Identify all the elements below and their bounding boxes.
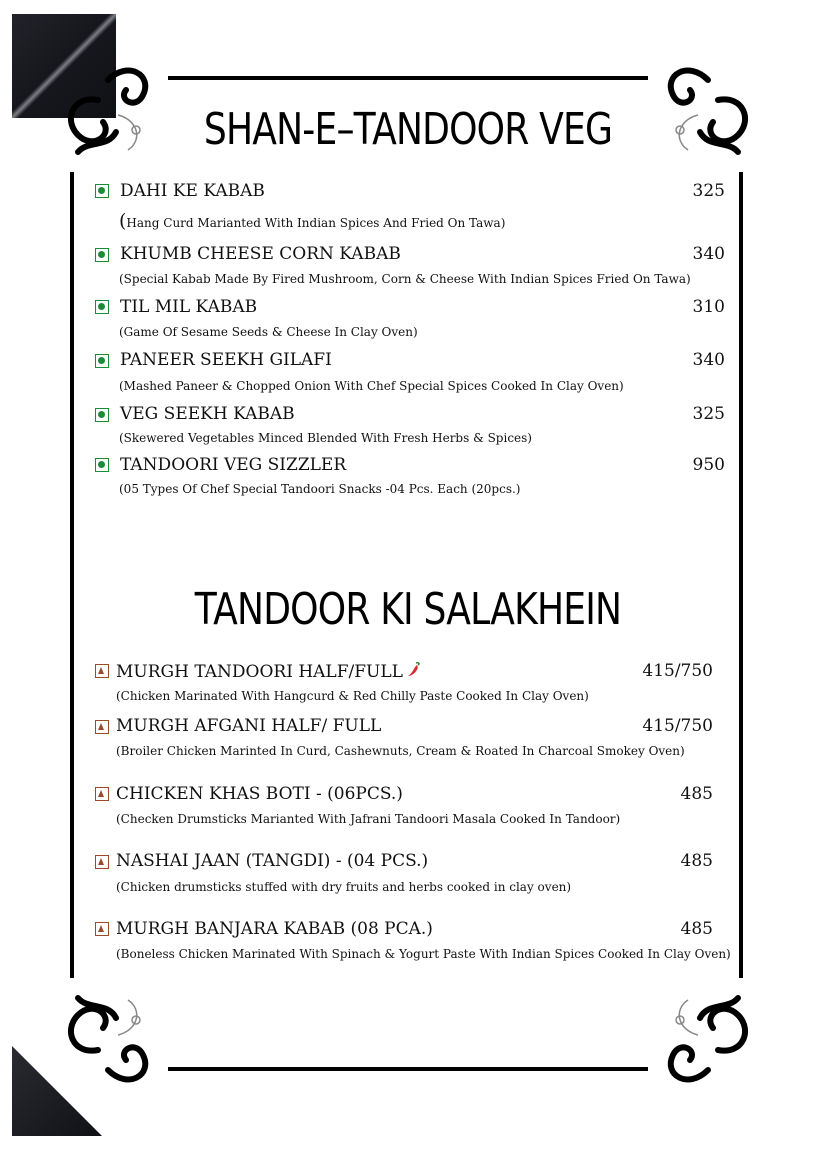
item-name: CHICKEN KHAS BOTI - (06PCS.) [116, 784, 403, 804]
item-name: MURGH AFGANI HALF/ FULL [116, 716, 382, 736]
item-name: DAHI KE KABAB [120, 181, 265, 201]
item-description: (Special Kabab Made By Fired Mushroom, Corn & Cheese With Indian Spices Fried On Tawa) [119, 272, 691, 286]
item-price: 485 [680, 784, 713, 804]
item-name: KHUMB CHEESE CORN KABAB [120, 244, 401, 264]
frame-left-line [70, 172, 74, 978]
veg-icon [95, 184, 109, 198]
item-description: (Game Of Sesame Seeds & Cheese In Clay Oven) [119, 325, 418, 339]
scroll-ornament-icon [58, 990, 154, 1090]
item-description: (Skewered Vegetables Minced Blended With Fresh Herbs & Spices) [119, 431, 532, 445]
item-name: TIL MIL KABAB [120, 297, 258, 317]
item-description: (05 Types Of Chef Special Tandoori Snacks -04 Pcs. Each (20pcs.) [119, 482, 521, 496]
frame-bottom-line [168, 1067, 648, 1071]
non-veg-icon [95, 720, 109, 734]
item-price: 325 [692, 181, 725, 201]
non-veg-icon [95, 855, 109, 869]
non-veg-icon [95, 922, 109, 936]
item-name: MURGH TANDOORI HALF/FULL [116, 661, 421, 682]
item-name: TANDOORI VEG SIZZLER [120, 455, 347, 475]
veg-icon [95, 300, 109, 314]
veg-icon [95, 354, 109, 368]
veg-icon [95, 408, 109, 422]
chili-pepper-icon [407, 661, 421, 681]
section-title: TANDOOR KI SALAKHEIN [194, 584, 622, 635]
item-description: (Chicken Marinated With Hangcurd & Red Chilly Paste Cooked In Clay Oven) [116, 689, 589, 703]
item-price: 340 [692, 244, 725, 264]
veg-icon [95, 458, 109, 472]
frame-right-line [739, 172, 743, 978]
item-description: (Chicken drumsticks stuffed with dry fruits and herbs cooked in clay oven) [116, 880, 572, 894]
item-price: 415/750 [642, 661, 713, 681]
scroll-ornament-icon [662, 990, 758, 1090]
item-price: 415/750 [642, 716, 713, 736]
item-name: MURGH BANJARA KABAB (08 PCA.) [116, 919, 433, 939]
frame-top-line [168, 76, 648, 80]
non-veg-icon [95, 787, 109, 801]
item-description: (Broiler Chicken Marinted In Curd, Cashewnuts, Cream & Roated In Charcoal Smokey Oven) [116, 744, 685, 758]
item-name: VEG SEEKH KABAB [120, 404, 295, 424]
item-description: (Boneless Chicken Marinated With Spinach & Yogurt Paste With Indian Spices Cooked In Clay Oven) [116, 947, 731, 961]
item-price: 485 [680, 919, 713, 939]
item-description: (Checken Drumsticks Marianted With Jafrani Tandoori Masala Cooked In Tandoor) [116, 812, 621, 826]
section-title: SHAN-E–TANDOOR VEG [203, 104, 613, 155]
item-price: 325 [692, 404, 725, 424]
item-price: 485 [680, 851, 713, 871]
item-description: (Mashed Paneer & Chopped Onion With Chef Special Spices Cooked In Clay Oven) [119, 379, 624, 393]
item-price: 950 [692, 455, 725, 475]
item-name: NASHAI JAAN (TANGDI) - (04 PCS.) [116, 851, 429, 871]
veg-icon [95, 248, 109, 262]
non-veg-icon [95, 664, 109, 678]
item-price: 340 [692, 350, 725, 370]
item-name: PANEER SEEKH GILAFI [120, 350, 332, 370]
item-price: 310 [692, 297, 725, 317]
item-description: (Hang Curd Marianted With Indian Spices And Fried On Tawa) [119, 210, 506, 232]
